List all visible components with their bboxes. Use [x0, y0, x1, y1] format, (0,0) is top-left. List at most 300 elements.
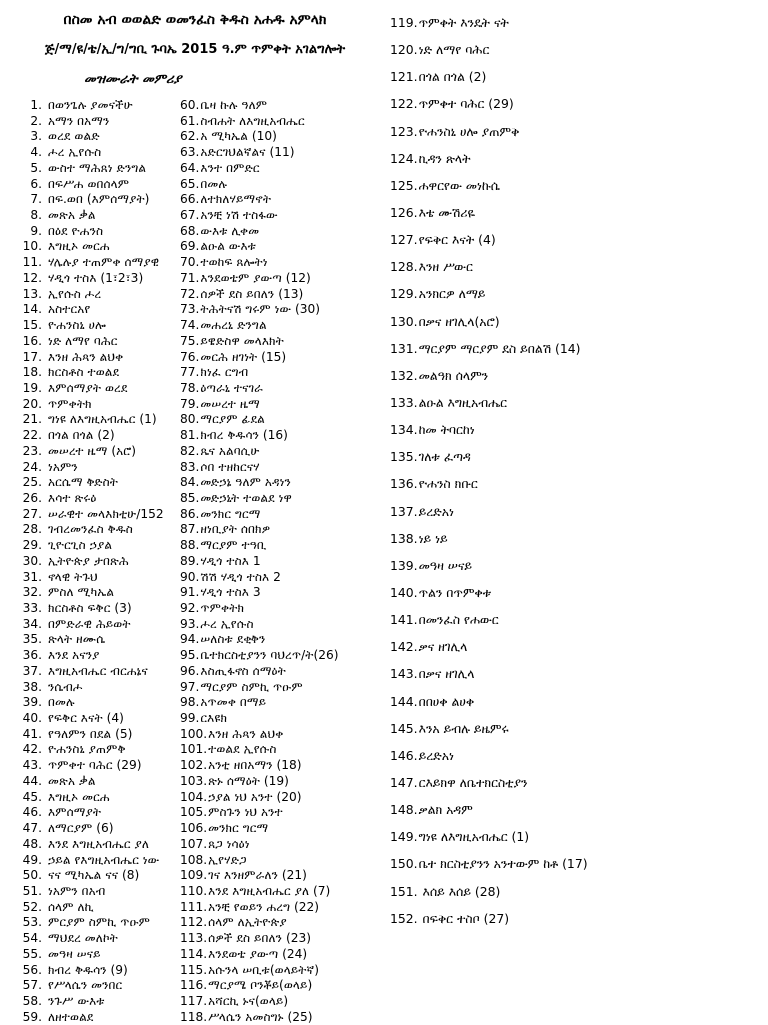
document-title: በስመ አብ ወወልድ ወመንፈስ ቅዱስ አሐዱ አምላክ — [63, 12, 327, 28]
song-list-item — [390, 606, 762, 633]
song-number: 106. — [180, 821, 208, 836]
song-list-item — [180, 145, 390, 161]
song-title: ሰላም ለኪ — [48, 899, 94, 914]
song-list-item — [390, 118, 762, 145]
song-title: ተወከፍ ጸሎትነ — [200, 255, 268, 270]
song-number: 97. — [180, 679, 200, 694]
song-number: 20. — [22, 396, 42, 411]
song-title: ኢትዮጵያ ታበጽሕ — [48, 553, 129, 568]
song-title: ሶበ ተዘከርናሃ — [200, 459, 260, 474]
song-title: እምሰማያት ወረደ — [48, 380, 128, 395]
song-title: ሃዲጎ ተስእ 3 — [200, 585, 261, 600]
song-number: 133. — [390, 394, 418, 410]
song-number: 65. — [180, 176, 200, 191]
song-list-item — [180, 774, 390, 790]
song-list-item — [390, 9, 762, 36]
song-title: መርሕ ዘገነት (15) — [200, 349, 287, 364]
song-number: 52. — [22, 899, 42, 914]
song-number: 46. — [22, 805, 42, 820]
song-title: እንደወቴም ያውጣ (12) — [200, 270, 311, 285]
song-title: መንክር ግርማ — [200, 506, 261, 521]
song-title: በፍሥሐ ወበሰላም — [48, 176, 130, 191]
song-list-item — [180, 884, 390, 900]
song-number: 62. — [180, 129, 200, 144]
song-title: ከመ ትባርከነ — [418, 422, 475, 438]
song-title: ለዘተወልደ — [48, 1009, 94, 1024]
song-title: ሰዎች ደስ ይበለን (13) — [200, 286, 304, 301]
song-list-item — [180, 680, 390, 696]
song-list-item — [22, 491, 182, 507]
song-title: ክብረ ቅዱሳን (16) — [200, 428, 288, 443]
song-number: 31. — [22, 569, 42, 584]
song-number: 22. — [22, 428, 42, 443]
song-title: ውስተ ማሕጸነ ድንግል — [48, 160, 147, 175]
song-number: 33. — [22, 601, 42, 615]
song-list-item — [22, 444, 182, 460]
song-title: ማርያም ማርያም ደስ ይበልሽ (14) — [418, 340, 581, 356]
song-list-item — [180, 397, 390, 413]
song-number: 87. — [180, 522, 200, 537]
song-list-item — [22, 460, 182, 476]
song-list-item — [22, 570, 182, 586]
song-list-item — [390, 63, 762, 90]
song-list-item — [180, 302, 390, 318]
song-title: እንደ እግዚአብሔር ያለ (7) — [208, 883, 331, 898]
song-number: 30. — [22, 553, 42, 568]
song-list-item — [390, 36, 762, 63]
song-number: 64. — [180, 160, 200, 175]
song-number: 126. — [390, 204, 418, 220]
song-number: 92. — [180, 601, 200, 615]
song-title: ሠራዊተ መላእክቲሁ/152 — [48, 506, 164, 521]
song-list-item — [22, 994, 182, 1010]
song-list-item — [180, 790, 390, 806]
song-list-item — [180, 538, 390, 554]
song-title: እንአ ይብሉ ይዜምሩ — [418, 720, 509, 736]
song-list-item — [180, 491, 390, 507]
song-number: 98. — [180, 695, 200, 710]
song-list-item — [22, 978, 182, 994]
song-number: 151. — [390, 883, 418, 899]
song-number: 85. — [180, 490, 200, 505]
song-list-item — [22, 947, 182, 963]
song-number: 80. — [180, 412, 200, 427]
song-list-item — [22, 664, 182, 680]
song-list-item — [22, 711, 182, 727]
song-title: ይዌድስዋ መላእክት — [200, 333, 284, 348]
song-number: 129. — [390, 286, 418, 302]
song-number: 16. — [22, 333, 42, 348]
song-number: 57. — [22, 978, 42, 993]
song-number: 29. — [22, 538, 42, 553]
song-title: ቤተ ክርስቲያንን አንተውም ከቶ (17) — [418, 856, 588, 872]
song-number: 25. — [22, 475, 42, 490]
song-number: 68. — [180, 223, 200, 238]
song-title: በጎል በጎል (2) — [48, 428, 115, 443]
song-list-item — [22, 774, 182, 790]
song-number: 118. — [180, 1009, 208, 1024]
song-list-item — [22, 177, 182, 193]
song-title: በመንፈስ የሐውር — [418, 612, 499, 628]
song-title: ጥምቀትክ — [200, 601, 245, 615]
song-title: አንቲ ዘበአማን (18) — [208, 758, 302, 773]
song-list-item — [390, 905, 762, 932]
song-list-item — [180, 255, 390, 271]
song-number: 143. — [390, 666, 418, 682]
song-title: ክርስቶስ ፍቅር (3) — [48, 601, 132, 615]
song-list-item — [180, 365, 390, 381]
song-list-item — [180, 978, 390, 994]
song-list-item — [180, 428, 390, 444]
section-heading: መዝሙራት መምሪያ — [84, 72, 182, 87]
song-number: 39. — [22, 695, 42, 710]
song-list-item — [180, 632, 390, 648]
song-number: 3. — [30, 129, 42, 144]
song-number: 5. — [30, 160, 42, 175]
song-title: ነአምን — [48, 459, 78, 474]
song-title: እግዚኦ መርሐ — [48, 239, 110, 254]
song-title: ሃዲጎ ተስእ 1 — [200, 553, 261, 568]
song-list-item — [180, 444, 390, 460]
song-list-item — [180, 460, 390, 476]
song-title: ሽሽ ሃዲጎ ተስእ 2 — [200, 569, 281, 584]
song-list-item — [390, 335, 762, 362]
song-list-item — [390, 253, 762, 280]
song-title: ሃዲጎ ተስእ (1፣2፣3) — [48, 270, 144, 285]
song-title: ይረድአነ — [418, 503, 454, 519]
song-title: በወንጌሉ ያመናችሁ — [48, 98, 133, 112]
song-list-item — [22, 837, 182, 853]
song-title: ወረደ ወልድ — [48, 129, 100, 144]
song-list-item — [22, 648, 182, 664]
song-title: እንደወቴ ያውጣ (24) — [208, 946, 308, 961]
song-list-item — [180, 994, 390, 1010]
song-list-item — [180, 585, 390, 601]
song-list-item — [180, 177, 390, 193]
song-title: መጽአ ቃል — [48, 773, 96, 788]
song-number: 72. — [180, 286, 200, 301]
song-list-item — [180, 821, 390, 837]
song-title: ዮሐንስኒ ያጠምቅ — [48, 742, 126, 757]
song-number: 8. — [30, 208, 42, 223]
song-list-item — [180, 853, 390, 869]
song-title: ጥምቀትክ — [48, 396, 92, 411]
song-title: ክነፈ ርግብ — [200, 365, 249, 380]
song-title: አሱንላ ሠቢቱ(ወላይትኛ) — [208, 962, 320, 977]
song-number: 27. — [22, 506, 42, 521]
song-number: 7. — [30, 192, 42, 207]
song-title: ጥምቀተ ባሕር (29) — [48, 758, 142, 773]
song-list-item — [180, 208, 390, 224]
song-title: መድኃኒት ተወልደ ነዋ — [200, 490, 292, 505]
song-number: 135. — [390, 449, 418, 465]
song-number: 82. — [180, 443, 200, 458]
song-number: 60. — [180, 98, 200, 112]
song-list-item — [180, 931, 390, 947]
song-list-item — [390, 878, 762, 905]
song-title: ውእቱ ሊቀመ — [200, 223, 260, 238]
song-list-item — [22, 538, 182, 554]
song-title: ሖረ ኢየሱስ — [200, 616, 254, 631]
song-title: ምስለ ሚካኤል — [48, 585, 115, 600]
song-list-item — [180, 287, 390, 303]
song-number: 116. — [180, 978, 208, 993]
song-list-item — [180, 271, 390, 287]
song-list-item — [180, 224, 390, 240]
song-title: ጽኑ ሰማዕት (19) — [208, 773, 289, 788]
song-list-item — [180, 239, 390, 255]
song-title: መዓዛ ሠናይ — [48, 946, 101, 961]
song-list-item — [390, 769, 762, 796]
song-list-item — [22, 224, 182, 240]
song-list-item — [22, 617, 182, 633]
song-number: 69. — [180, 239, 200, 254]
song-list-item — [180, 318, 390, 334]
song-number: 134. — [390, 422, 418, 438]
song-list-item — [22, 821, 182, 837]
song-number: 49. — [22, 852, 42, 867]
song-title: ተወልደ ኢየሱስ — [208, 742, 277, 757]
song-list-item — [390, 470, 762, 497]
song-list-item — [22, 302, 182, 318]
song-number: 79. — [180, 396, 200, 411]
song-number: 13. — [22, 286, 42, 301]
song-title: መሠረተ ዜማ — [200, 396, 260, 411]
song-list-item — [180, 114, 390, 130]
song-number: 127. — [390, 232, 418, 248]
song-list-item — [22, 554, 182, 570]
song-number: 61. — [180, 113, 200, 128]
song-list-item — [22, 192, 182, 208]
song-list-item — [22, 507, 182, 523]
song-title: አንክርዎ ለማይ — [418, 286, 486, 302]
song-list-item — [390, 362, 762, 389]
song-list-column-3 — [390, 9, 762, 932]
song-list-item — [22, 790, 182, 806]
song-list-item — [22, 758, 182, 774]
song-number: 48. — [22, 836, 42, 851]
song-title: መድኃኔ ዓለም አዳነን — [200, 475, 291, 490]
song-list-item — [390, 280, 762, 307]
song-title: አንቺ ነሽ ተስፋው — [200, 208, 278, 223]
song-list-item — [180, 947, 390, 963]
song-title: ዘነቢያት ሰበክዎ — [200, 522, 271, 537]
song-title: ጊዮርጊስ ኃያል — [48, 538, 113, 553]
song-list-item — [390, 579, 762, 606]
song-list-item — [180, 570, 390, 586]
song-title: በቃና ዘገሊላ — [418, 666, 475, 682]
song-title: ገለቱ ፈጣዳ — [418, 449, 471, 465]
song-number: 95. — [180, 648, 200, 663]
song-title: እቴ ሙሽሪዬ — [418, 204, 476, 220]
song-number: 23. — [22, 443, 42, 458]
song-title: ጥምቀት እንዴት ናት — [418, 15, 509, 30]
song-list-item — [22, 805, 182, 821]
song-list-item — [390, 226, 762, 253]
song-list-item — [22, 412, 182, 428]
song-number: 90. — [180, 569, 200, 584]
song-title: ቃልክ አዳም — [418, 802, 473, 818]
song-list-item — [22, 129, 182, 145]
song-number: 36. — [22, 648, 42, 663]
song-number: 9. — [30, 223, 42, 238]
song-title: ኢየሃድጋ — [208, 852, 247, 867]
song-number: 41. — [22, 726, 42, 741]
song-list-item — [390, 416, 762, 443]
song-number: 149. — [390, 829, 418, 845]
song-list-item — [180, 758, 390, 774]
song-title: ዕጣራኒ ተናገራ — [200, 380, 263, 395]
song-number: 19. — [22, 380, 42, 395]
song-number: 141. — [390, 612, 418, 628]
song-list-item — [180, 742, 390, 758]
song-title: በምድራዊ ሕይወት — [48, 616, 131, 631]
song-title: ግነዩ ለእግዚአብሔር (1) — [48, 412, 157, 427]
song-title: ሥላሴን አመስግኑ (25) — [208, 1009, 313, 1024]
song-title: ኖላዊ ትጉህ — [48, 569, 98, 584]
song-list-item — [22, 381, 182, 397]
song-title: ማርያም ፊደል — [200, 412, 265, 427]
song-number: 21. — [22, 412, 42, 427]
song-number: 24. — [22, 459, 42, 474]
song-number: 123. — [390, 123, 418, 139]
song-title: ርእይክዋ ለቤተክርስቲያን — [418, 774, 528, 790]
document-subtitle: ጅ/ማ/ዩ/ቴ/ኢ/ግ/ግቢ ጉባኤ 2015 ዓ.ም ጥምቀት አገልግሎት — [44, 42, 346, 57]
song-title: መዓዛ ሠናይ — [418, 557, 473, 573]
song-number: 138. — [390, 530, 418, 546]
song-list-item — [180, 412, 390, 428]
song-list-item — [22, 145, 182, 161]
song-title: ልዑል ውእቱ — [200, 239, 256, 254]
song-title: ጥልን በጥምቀቱ — [418, 584, 492, 600]
song-number: 84. — [180, 475, 200, 490]
song-number: 11. — [22, 255, 42, 270]
song-title: አማን በአማን — [48, 113, 110, 128]
song-title: ለተክለሃይማኖት — [200, 192, 272, 207]
song-list-item — [22, 350, 182, 366]
song-title: አስተርአየ — [48, 302, 91, 317]
song-number: 144. — [390, 693, 418, 709]
song-title: ስብሐት ለእግዚአብሔር — [200, 113, 305, 128]
song-title: የዓለምን በደል (5) — [48, 726, 133, 741]
song-list-item — [390, 660, 762, 687]
song-number: 38. — [22, 679, 42, 694]
song-title: እንዘ ሕጻን ልህቀ — [48, 349, 124, 364]
song-number: 63. — [180, 145, 200, 160]
song-list-item — [22, 114, 182, 130]
song-list-item — [180, 868, 390, 884]
song-number: 86. — [180, 506, 200, 521]
song-list-item — [22, 208, 182, 224]
song-title: በዕደ ዮሐንስ — [48, 223, 104, 238]
song-title: ዮሐንስ ክቡር — [418, 476, 478, 492]
song-number: 145. — [390, 720, 418, 736]
song-list-item — [22, 334, 182, 350]
song-number: 34. — [22, 616, 42, 631]
song-title: ኃይል የእግዚአብሔር ነው — [48, 852, 160, 867]
song-number: 130. — [390, 313, 418, 329]
song-list-item — [390, 172, 762, 199]
song-title: ምስጉን ነህ አንተ — [208, 805, 283, 820]
song-list-item — [390, 389, 762, 416]
song-list-item — [22, 931, 182, 947]
song-list-item — [22, 884, 182, 900]
song-title: የፍቅር እናት (4) — [48, 711, 124, 726]
song-list-item — [180, 711, 390, 727]
song-title: ናና ሚካኤል ናና (8) — [48, 868, 140, 883]
song-number: 109. — [180, 868, 208, 883]
song-title: ጥምቀተ ባሕር (29) — [418, 96, 514, 112]
song-list-item — [180, 98, 390, 114]
song-number: 81. — [180, 428, 200, 443]
song-list-item — [180, 617, 390, 633]
song-list-item — [22, 727, 182, 743]
song-number: 112. — [180, 915, 208, 930]
song-title: በመሉ — [48, 695, 75, 710]
song-list-item — [22, 963, 182, 979]
song-list-item — [22, 601, 182, 617]
song-title: ማህደረ መለኮት — [48, 931, 118, 946]
song-list-item — [180, 334, 390, 350]
song-title: በበሀቀ ልሀቀ — [418, 693, 475, 709]
song-title: ኃያል ነህ አንተ (20) — [208, 789, 302, 804]
song-number: 132. — [390, 367, 418, 383]
song-number: 88. — [180, 538, 200, 553]
song-number: 108. — [180, 852, 208, 867]
song-number: 66. — [180, 192, 200, 207]
song-title: ርእዩክ — [200, 711, 228, 726]
song-title: ሠለስቱ ደቂቅን — [200, 632, 266, 647]
song-title: ዮሐንስኒ ሀሎ — [48, 318, 107, 333]
song-list-item — [22, 161, 182, 177]
song-number: 56. — [22, 962, 42, 977]
song-number: 43. — [22, 758, 42, 773]
song-list-item — [180, 381, 390, 397]
song-number: 12. — [22, 270, 42, 285]
song-number: 59. — [22, 1009, 42, 1024]
song-title: የፍቅር እናት (4) — [418, 232, 496, 248]
song-number: 83. — [180, 459, 200, 474]
song-title: እስጢፋኖስ ሰማዕት — [200, 663, 286, 678]
song-number: 111. — [180, 899, 208, 914]
song-list-column-1 — [22, 98, 182, 1025]
song-number: 1. — [30, 98, 42, 112]
song-title: ምርያም ስምኪ ጥዑም — [48, 915, 151, 930]
song-number: 54. — [22, 931, 42, 946]
song-list-item — [22, 98, 182, 114]
song-list-item — [390, 199, 762, 226]
song-number: 42. — [22, 742, 42, 757]
song-number: 10. — [22, 239, 42, 254]
song-number: 53. — [22, 915, 42, 930]
song-list-item — [180, 350, 390, 366]
song-list-item — [22, 900, 182, 916]
song-title: ጼና አልባሲሁ — [200, 443, 260, 458]
song-list-item — [180, 727, 390, 743]
song-number: 99. — [180, 711, 200, 726]
song-number: 101. — [180, 742, 208, 757]
song-list-item — [22, 853, 182, 869]
song-title: ትሕትናሽ ግሩም ነው (30) — [200, 302, 321, 317]
song-number: 102. — [180, 758, 208, 773]
song-list-item — [22, 585, 182, 601]
song-number: 104. — [180, 789, 208, 804]
song-number: 32. — [22, 585, 42, 600]
song-title: ሖረ ኢየሱስ — [48, 145, 102, 160]
song-list-item — [180, 601, 390, 617]
song-list-item — [180, 522, 390, 538]
song-number: 18. — [22, 365, 42, 380]
